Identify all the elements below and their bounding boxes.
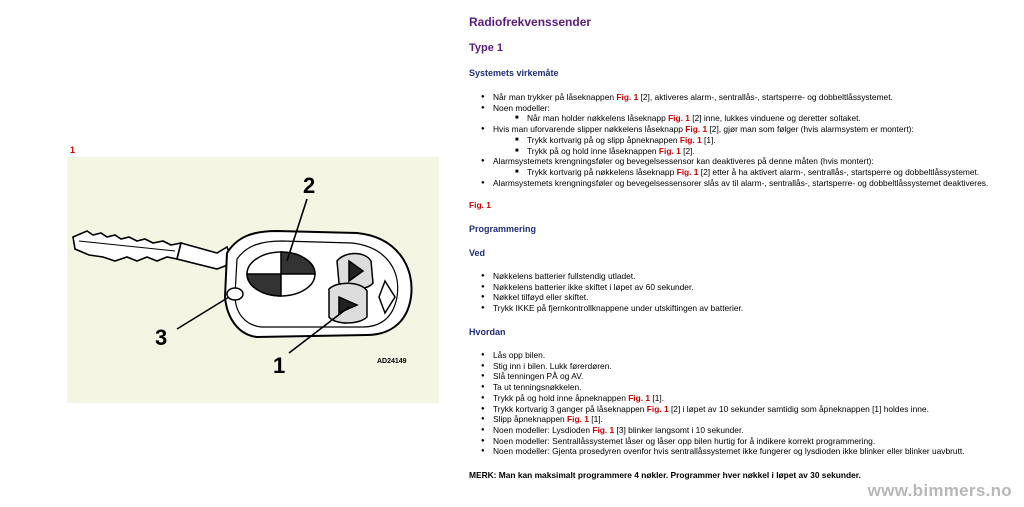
programming-heading: Programmering: [469, 224, 537, 234]
fig-ref-link[interactable]: Fig. 1: [685, 124, 708, 135]
led-indicator: [227, 288, 243, 300]
item-text-after: [2], gjør man som følger (hvis alarmsystem er montert):: [707, 124, 914, 135]
function-item: [481, 178, 988, 189]
function-heading: Systemets virkemåte: [469, 68, 559, 78]
how-item: [481, 404, 965, 415]
function-item: [481, 135, 988, 146]
note-text: MERK: Man kan maksimalt programmere 4 nøkler. Programmer hver nøkkel i løpet av 30 sekunder.: [469, 470, 861, 480]
item-text: Noen modeller:: [493, 102, 550, 113]
figure-code: AD24149: [377, 358, 407, 365]
function-item: [481, 146, 988, 157]
item-text-after: [2] i løpet av 10 sekunder samtidig som åpneknappen [1] holdes inne.: [668, 403, 929, 414]
figure-number: 1: [70, 145, 76, 155]
fig-ref-link[interactable]: Fig. 1: [616, 92, 639, 102]
type-heading: Type 1: [469, 42, 504, 54]
key-blade: [73, 231, 233, 269]
item-text: Slipp åpneknappen: [493, 414, 568, 425]
item-text: Når man holder nøkkelens låseknapp: [527, 113, 669, 124]
when-item: ● Trykk IKKE på fjernkontrollknappene under utskiftingen av batterier.: [481, 303, 743, 314]
item-text: Hvis man uforvarende slipper nøkkelens låseknapp: [493, 124, 686, 135]
how-item: [481, 414, 965, 425]
callout-2: 2: [303, 173, 316, 198]
fig-ref-link[interactable]: Fig. 1: [676, 166, 699, 177]
item-text: Trykk på og hold inne åpneknappen: [493, 392, 629, 403]
when-item: ● Nøkkelens batterier fullstendig utladet.: [481, 271, 743, 282]
how-item: [481, 350, 965, 361]
fig-ref-link[interactable]: Fig. 1: [592, 424, 615, 435]
item-text-after: [1].: [650, 392, 665, 403]
item-text-after: [2].: [680, 145, 695, 156]
how-heading: Hvordan: [469, 327, 506, 337]
how-item: [481, 361, 965, 372]
key-illustration: [67, 157, 439, 403]
item-text: Noen modeller: Gjenta prosedyren ovenfor hvis sentrallåssystemet ikke fungerer og lysdioden ikke blinker eller blinker uavbrutt.: [493, 446, 965, 457]
how-item: [481, 393, 965, 404]
fig-ref-label: Fig. 1: [469, 200, 491, 210]
function-item: [481, 92, 988, 103]
callout-1: 1: [273, 353, 286, 378]
item-text-after: [2], aktiveres alarm-, sentrallås-, startsperre- og dobbeltlåssystemet.: [638, 92, 893, 102]
item-text: Trykk kortvarig 3 ganger på låseknappen: [493, 403, 647, 414]
item-text-after: [1].: [701, 134, 716, 145]
function-item: [481, 103, 988, 114]
fig-ref-link[interactable]: Fig. 1: [679, 134, 702, 145]
function-item: [481, 113, 988, 124]
item-text-after: [2] inne, lukkes vinduene og deretter soltaket.: [689, 113, 861, 124]
item-text: Ta ut tenningsnøkkelen.: [493, 382, 582, 393]
item-text: Noen modeller: Sentrallåssystemet låser og låser opp bilen hurtig for å indikere korrekt programmering.: [493, 435, 876, 446]
item-text-after: [1].: [588, 414, 603, 425]
item-text: Når man trykker på låseknappen: [493, 92, 617, 102]
item-text: Alarmsystemets krengningsføler og bevegelsessensor kan deaktiveres på denne måten (hvis montert):: [493, 156, 874, 167]
item-text: Trykk kortvarig på og slipp åpneknappen: [527, 134, 680, 145]
how-item: [481, 446, 965, 457]
when-item: ● Nøkkelens batterier ikke skiftet i løpet av 60 sekunder.: [481, 282, 743, 293]
item-text: Stig inn i bilen. Lukk førerdøren.: [493, 360, 612, 371]
when-item: ● Nøkkel tilføyd eller skiftet.: [481, 292, 743, 303]
how-item: [481, 436, 965, 447]
how-list: [481, 350, 965, 457]
how-item: [481, 371, 965, 382]
fig-ref-link[interactable]: Fig. 1: [646, 403, 669, 414]
function-item: [481, 156, 988, 167]
key-figure: [67, 157, 439, 403]
function-list: [481, 92, 988, 188]
callout-3: 3: [155, 325, 168, 350]
page-title: Radiofrekvenssender: [469, 15, 592, 29]
item-text: Trykk på og hold inne låseknappen: [527, 145, 659, 156]
how-item: [481, 425, 965, 436]
when-heading: Ved: [469, 248, 486, 258]
function-item: [481, 167, 988, 178]
item-text-after: [2] etter å ha aktivert alarm-, sentrallås-, startsperre og dobbeltlåssystemet.: [698, 166, 980, 177]
item-text: Alarmsystemets krengningsføler og bevegelsessensorer slås av til alarm-, sentrallås-, startsperre- og dobbeltlåssystemet deaktiveres.: [493, 177, 989, 188]
item-text: Slå tenningen PÅ og AV.: [493, 371, 584, 382]
fig-ref-link[interactable]: Fig. 1: [628, 392, 651, 403]
fig-ref-link[interactable]: Fig. 1: [658, 145, 681, 156]
item-text: Lås opp bilen.: [493, 350, 546, 360]
item-text: Noen modeller: Lysdioden: [493, 424, 593, 435]
function-item: [481, 124, 988, 135]
when-list: [481, 271, 743, 314]
fig-ref-link[interactable]: Fig. 1: [668, 113, 690, 124]
item-text-after: [3] blinker langsomt i 10 sekunder.: [614, 424, 744, 435]
how-item: [481, 382, 965, 393]
watermark: www.bimmers.no: [867, 481, 1012, 500]
lock-button-emblem: [247, 252, 315, 296]
item-text: Trykk kortvarig på nøkkelens låseknapp: [527, 166, 677, 177]
fig-ref-link[interactable]: Fig. 1: [567, 414, 589, 425]
